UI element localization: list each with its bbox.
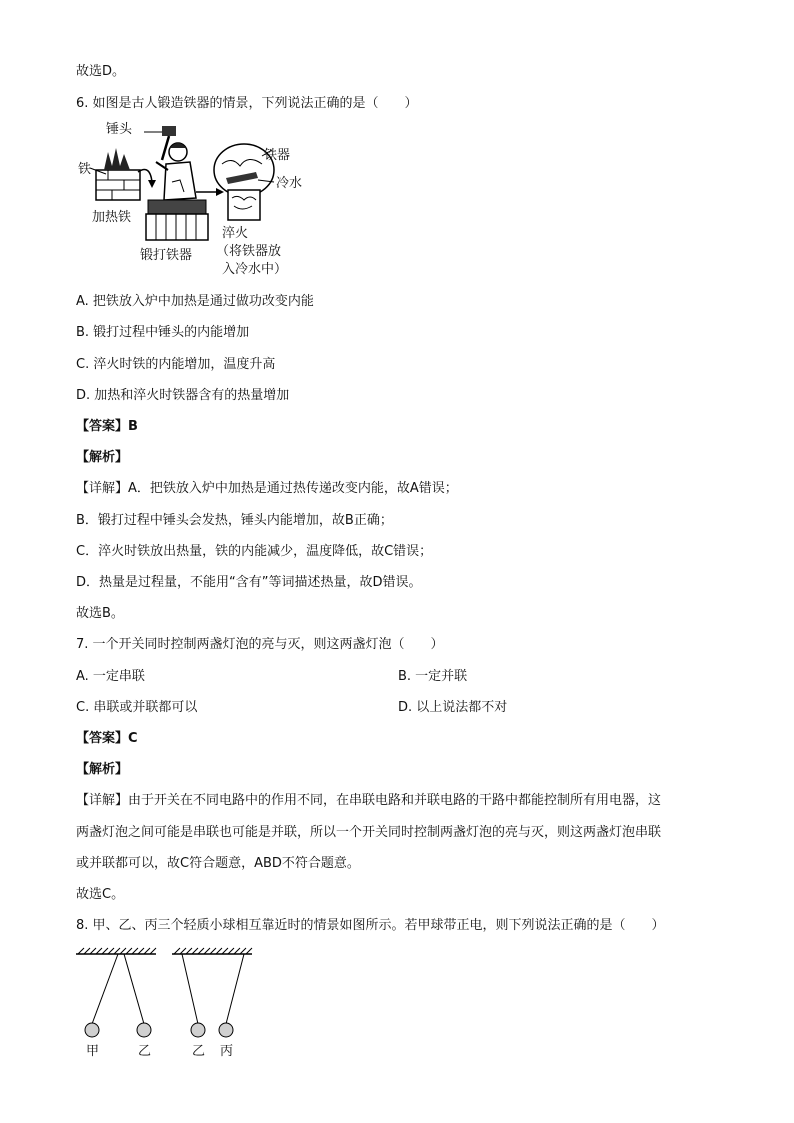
prev-conclusion: 故选D。 (76, 64, 126, 79)
q6-figure (76, 120, 316, 285)
label-jia: 甲 (86, 1044, 100, 1059)
string-yi-left (124, 954, 144, 1024)
q6-answer: 【答案】B (76, 419, 138, 434)
q7-conclusion: 故选C。 (76, 887, 125, 902)
label-yi-left: 乙 (138, 1044, 152, 1059)
label-quench: 淬火 (222, 226, 249, 241)
q7-analysis-heading: 【解析】 (76, 762, 129, 777)
q6-detail-line-4: D．热量是过程量，不能用“含有”等词描述热量，故D错误。 (76, 575, 422, 590)
ball-yi-right (191, 1023, 205, 1037)
q6-detail-line-2: B．锻打过程中锤头会发热，锤头内能增加，故B正确； (76, 513, 393, 528)
hammer-head (162, 126, 176, 136)
q7-option-a: A. 一定串联 (76, 669, 145, 684)
label-quench-note-2: 入冷水中） (222, 262, 288, 277)
string-jia (92, 954, 118, 1024)
q6-option-c: C. 淬火时铁的内能增加，温度升高 (76, 357, 276, 372)
q6-option-d: D. 加热和淬火时铁器含有的热量增加 (76, 388, 290, 403)
q7-detail-line-3: 或并联都可以，故C符合题意，ABD不符合题意。 (76, 856, 360, 871)
q6-detail-line-1: 【详解】A．把铁放入炉中加热是通过热传递改变内能，故A错误； (76, 481, 458, 496)
q6-detail-line-3: C．淬火时铁放出热量，铁的内能减少，温度降低，故C错误； (76, 544, 433, 559)
pendulum-balls-diagram (74, 946, 264, 1046)
label-bing: 丙 (220, 1044, 234, 1059)
ball-yi-left (137, 1023, 151, 1037)
string-bing (226, 954, 244, 1024)
q7-option-b: B. 一定并联 (398, 669, 468, 684)
q7-option-c: C. 串联或并联都可以 (76, 700, 198, 715)
ceiling-left (76, 948, 156, 954)
forging-illustration (76, 120, 316, 285)
ceiling-right (172, 948, 252, 954)
q7-stem: 7. 一个开关同时控制两盏灯泡的亮与灭，则这两盏灯泡（ ） (76, 637, 444, 652)
q8-figure (74, 946, 264, 1066)
q6-stem: 6. 如图是古人锻造铁器的情景，下列说法正确的是（ ） (76, 96, 418, 111)
label-hammer: 锤头 (106, 122, 133, 137)
q6-analysis-heading: 【解析】 (76, 450, 129, 465)
q7-detail-line-2: 两盏灯泡之间可能是串联也可能是并联，所以一个开关同时控制两盏灯泡的亮与灭，则这两盏灯泡串联 (76, 825, 662, 840)
q8-stem: 8. 甲、乙、丙三个轻质小球相互靠近时的情景如图所示。若甲球带正电，则下列说法正确的是（ ） (76, 918, 665, 933)
string-yi-right (182, 954, 198, 1024)
q6-option-a: A. 把铁放入炉中加热是通过做功改变内能 (76, 294, 314, 309)
hammer-handle (162, 136, 169, 160)
q6-option-b: B. 锻打过程中锤头的内能增加 (76, 325, 250, 340)
ball-jia (85, 1023, 99, 1037)
anvil-block (146, 200, 208, 240)
label-yi-right: 乙 (192, 1044, 206, 1059)
ball-bing (219, 1023, 233, 1037)
label-cold-water: 冷水 (276, 176, 303, 191)
q7-answer: 【答案】C (76, 731, 138, 746)
q7-detail-line-1: 【详解】由于开关在不同电路中的作用不同，在串联电路和并联电路的干路中都能控制所有用电器，这 (76, 793, 662, 808)
label-quench-note-1: （将铁器放 (216, 244, 282, 259)
label-forge: 锻打铁器 (140, 248, 193, 263)
blacksmith-figure (156, 143, 196, 200)
label-iron: 铁 (78, 162, 92, 177)
q7-option-d: D. 以上说法都不对 (398, 700, 508, 715)
q6-conclusion: 故选B。 (76, 606, 124, 621)
label-ironware: 铁器 (264, 148, 291, 163)
label-heat-iron: 加热铁 (92, 210, 132, 225)
furnace (96, 148, 140, 200)
